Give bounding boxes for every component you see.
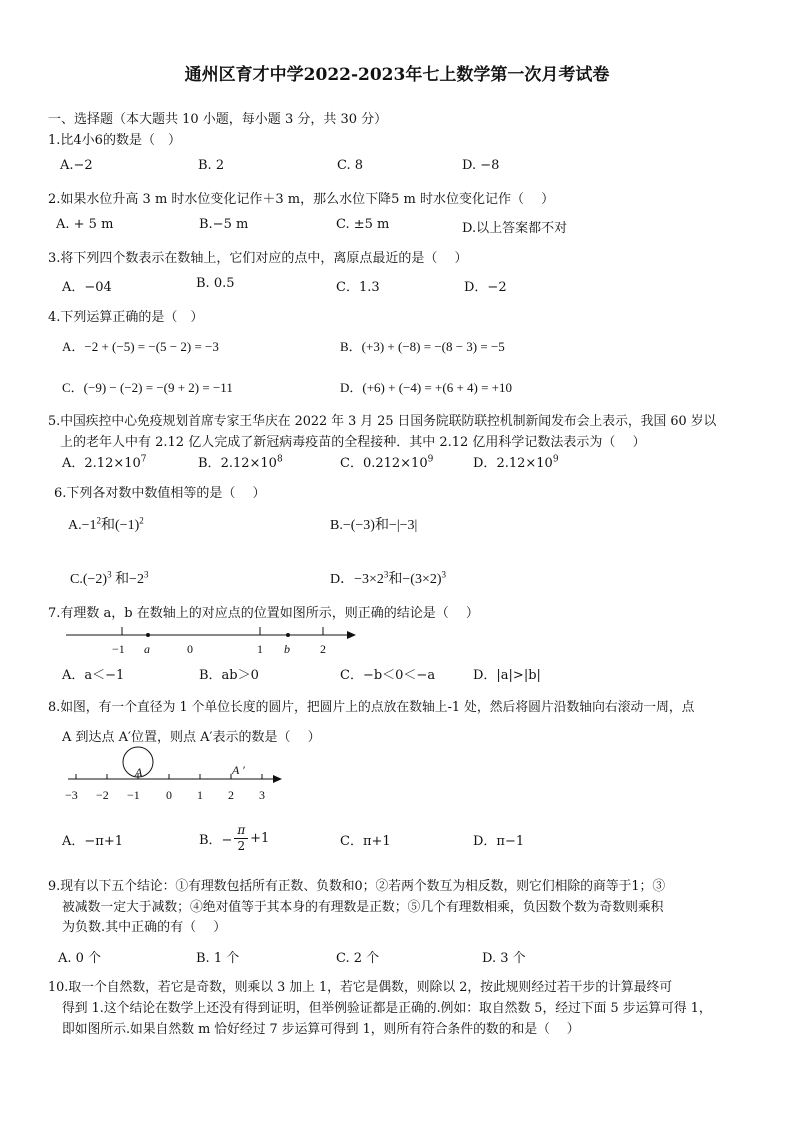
q2-option-d[interactable]: D.以上答案都不对 [462, 221, 568, 236]
q8-option-a[interactable]: A．−π+1 [62, 834, 123, 849]
q3-option-c[interactable]: C．1.3 [336, 280, 380, 295]
page-title: 通州区育才中学2022-2023年七上数学第一次月考试卷 [184, 65, 610, 85]
q4-option-d[interactable]: D．(+6) + (−4) = +(6 + 4) = +10 [340, 380, 513, 395]
q6-option-b[interactable]: B.−(−3)和−|−3| [330, 518, 418, 533]
q7-point-b [286, 633, 290, 637]
question-10-line-2: 得到 1.这个结论在数学上还没有得到证明，但举例验证都是正确的.例如：取自然数 5，经过下面 5 步运算可得 1， [62, 1001, 712, 1016]
q7-number-line [60, 622, 370, 660]
q8-label-neg3: −3 [65, 788, 78, 802]
q5-option-c[interactable]: C．$0.212\times 10^9$ [340, 454, 434, 471]
q8-label-1: 1 [197, 788, 203, 802]
q7-point-a [146, 633, 150, 637]
q9-option-d[interactable]: D. 3 个 [482, 951, 526, 966]
q2-option-b[interactable]: B.−5 m [199, 217, 249, 232]
q9-option-c[interactable]: C. 2 个 [336, 951, 380, 966]
question-10-line-3: 即如图所示.如果自然数 m 恰好经过 7 步运算可得到 1，则所有符合条件的数的和是（ ） [62, 1022, 580, 1037]
q8-label-neg2: −2 [96, 788, 109, 802]
q8-option-b-fraction: $\frac{\pi}{2}$ [234, 823, 248, 854]
q8-arrow-icon [273, 775, 282, 783]
question-8-line-1: 8.如图，有一个直径为 1 个单位长度的圆片，把圆片上的点放在数轴上-1 处，然后将圆片沿数轴向右滚动一周，点 [48, 700, 695, 715]
question-7-stem: 7.有理数 a，b 在数轴上的对应点的位置如图所示，则正确的结论是（ ） [48, 606, 479, 621]
q7-label-0: 0 [187, 642, 193, 656]
q4-option-c[interactable]: C．(−9) − (−2) = −(9 + 2) = −11 [62, 380, 233, 395]
q6-option-c[interactable]: $C.(-2)^3$ 和$-2^3$ [70, 569, 149, 587]
q2-option-a[interactable]: A. + 5 m [56, 217, 114, 232]
question-4-stem: 4.下列运算正确的是（ ） [48, 310, 204, 325]
q8-label-point-a-prime: A ′ [232, 763, 245, 777]
q8-label-0: 0 [166, 788, 172, 802]
q8-number-line [62, 744, 292, 806]
question-9-line-3: 为负数.其中正确的有（ ） [62, 920, 227, 935]
q1-option-c[interactable]: C. 8 [337, 158, 364, 173]
q8-option-b[interactable]: B．− $\frac{\pi}{2}$ +1 [199, 822, 270, 853]
question-6-stem: 6.下列各对数中数值相等的是（ ） [54, 486, 266, 501]
q5-option-d[interactable]: D．$2.12\times 10^9$ [473, 454, 559, 471]
q7-arrow-icon [347, 631, 356, 639]
q7-label-1: 1 [257, 642, 263, 656]
q1-option-a[interactable]: A.−2 [60, 158, 93, 173]
q5-option-b[interactable]: B．$2.12\times 10^8$ [198, 454, 283, 471]
q2-option-c[interactable]: C. ±5 m [336, 217, 390, 232]
q8-option-d[interactable]: D．π−1 [473, 834, 525, 849]
question-9-line-2: 被减数一定大于减数；④绝对值等于其本身的有理数是正数；⑤几个有理数相乘，负因数个数为奇数则乘积 [62, 900, 664, 915]
q8-label-neg1: −1 [127, 788, 140, 802]
q4-option-b[interactable]: B．(+3) + (−8) = −(8 − 3) = −5 [340, 339, 505, 354]
q8-label-3: 3 [259, 788, 265, 802]
question-8-line-2: A 到达点 A′位置，则点 A′表示的数是（ ） [62, 730, 321, 745]
q6-option-d[interactable]: D．$-3\times 2^3$和$-(3\times 2)^3$ [330, 569, 447, 587]
q7-label-neg1: −1 [112, 642, 125, 656]
question-10-line-1: 10.取一个自然数，若它是奇数，则乘以 3 加上 1，若它是偶数，则除以 2，按此规则经过若干步的计算最终可 [48, 980, 673, 995]
q8-label-2: 2 [228, 788, 234, 802]
q9-option-b[interactable]: B. 1 个 [196, 951, 240, 966]
q8-label-point-a: A [135, 765, 143, 779]
q3-option-b[interactable]: B. 0.5 [196, 276, 235, 291]
question-5-line-2: 上的老年人中有 2.12 亿人完成了新冠病毒疫苗的全程接种．其中 2.12 亿用科学记数法表示为（ ） [60, 435, 646, 450]
q7-option-b[interactable]: B．ab＞0 [199, 668, 259, 683]
q7-label-b: b [284, 642, 290, 656]
q9-option-a[interactable]: A. 0 个 [58, 951, 102, 966]
question-2-stem: 2.如果水位升高 3 m 时水位变化记作＋3 m，那么水位下降5 m 时水位变化记作（ ） [48, 192, 555, 207]
q1-option-d[interactable]: D. −8 [462, 158, 500, 173]
q7-label-a: a [144, 642, 150, 656]
q7-label-2: 2 [320, 642, 326, 656]
question-9-line-1: 9.现有以下五个结论：①有理数包括所有正数、负数和0；②若两个数互为相反数，则它们相除的商等于1；③ [48, 879, 666, 894]
question-5-line-1: 5.中国疾控中心免疫规划首席专家王华庆在 2022 年 3 月 25 日国务院联防联控机制新闻发布会上表示，我国 60 岁以 [48, 414, 717, 429]
q3-option-a[interactable]: A．−04 [62, 280, 112, 295]
question-3-stem: 3.将下列四个数表示在数轴上，它们对应的点中，离原点最近的是（ ） [48, 251, 468, 266]
q5-option-a[interactable]: A．$2.12\times 10^7$ [62, 454, 147, 471]
q6-option-a[interactable]: $A.-1^2$和$(-1)^2$ [68, 515, 144, 533]
q3-option-d[interactable]: D．−2 [464, 280, 507, 295]
q7-option-a[interactable]: A．a＜−1 [62, 668, 125, 683]
q7-option-c[interactable]: C．−b＜0＜−a [340, 668, 436, 683]
q7-option-d[interactable]: D．|a|>|b| [473, 668, 541, 683]
q1-option-b[interactable]: B. 2 [198, 158, 225, 173]
section-heading: 一、选择题（本大题共 10 小题，每小题 3 分，共 30 分） [48, 112, 388, 127]
q4-option-a[interactable]: A．−2 + (−5) = −(5 − 2) = −3 [62, 339, 219, 354]
q8-option-c[interactable]: C．π+1 [340, 834, 391, 849]
question-1-stem: 1.比4小6的数是（ ） [48, 133, 181, 148]
